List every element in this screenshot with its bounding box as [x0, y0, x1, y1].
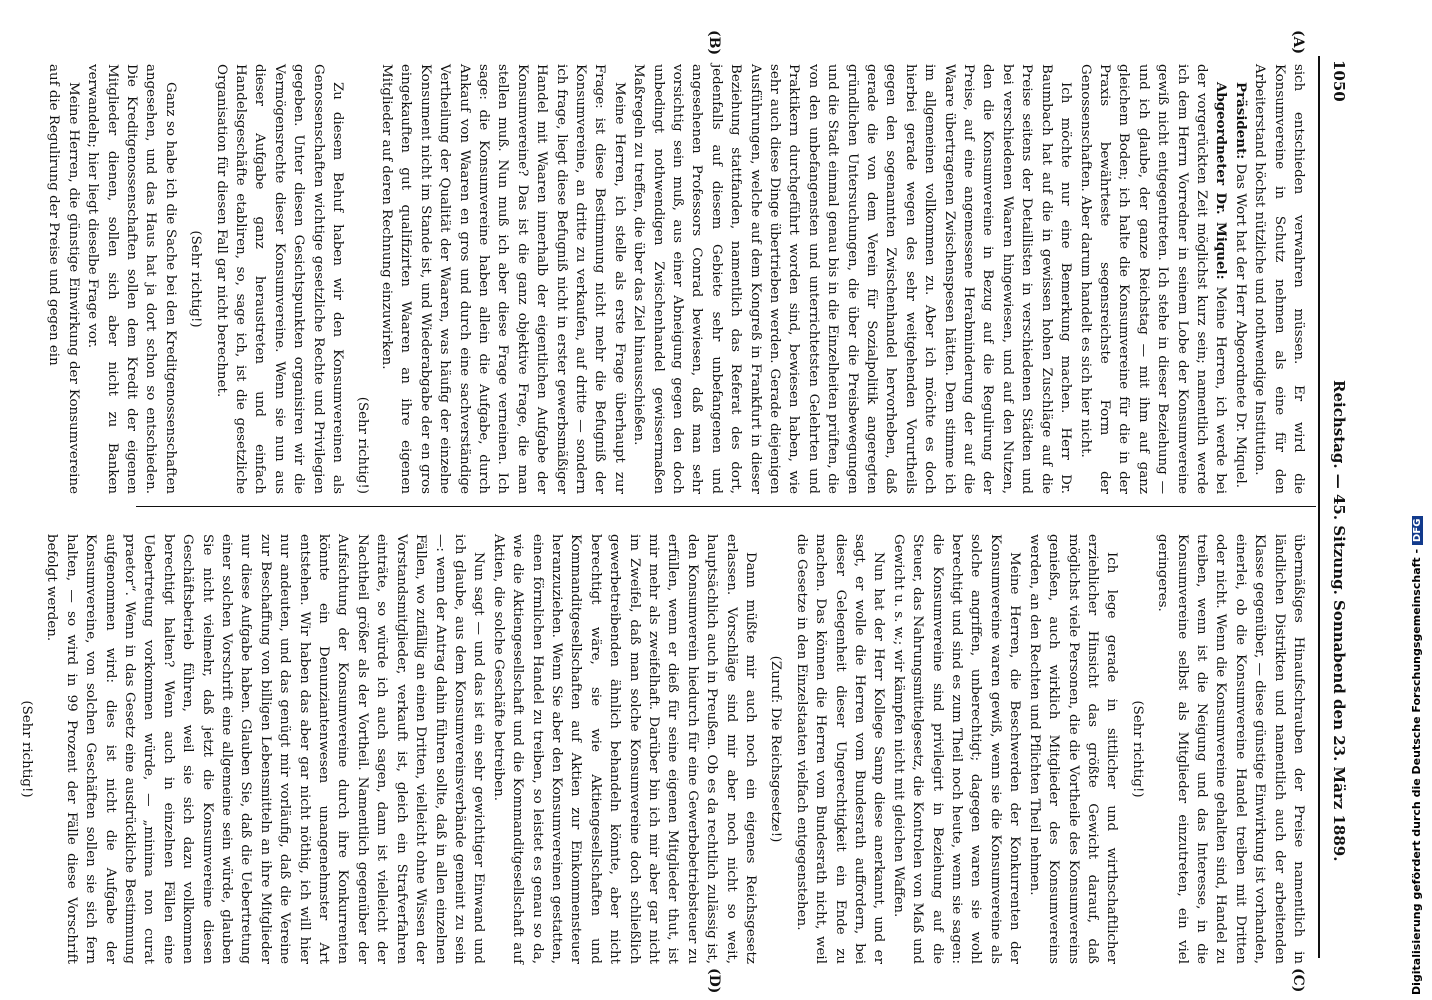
paragraph-text: Das Wort hat der Herr Abgeordnete Dr. Miquel.	[1232, 163, 1248, 489]
speaker-name: Abgeordneter Dr. Miquel:	[1213, 82, 1230, 280]
paragraph: Dann müßte mir auch noch ein eigenes Reichsgesetz erlassen. Vorschläge sind mir aber noch nicht so weit, hauptsächlich auch in Preußen. Ob es da rechtlich zulässig ist, den Konsumverein hiedurch für eine Gewerbebetriebsteuer zu erfüllen, wenn er dieß für seine eigenen Mitglieder thut, ist mir mehr als zweifelhaft. Darüber bin ich mir aber gar nicht im Zweifel, daß man solche Konsumvereine doch schließlich gewerbetreibenden ähnlich behandeln könnte, aber nicht berechtigt wäre, sie wie Aktiengesellschaften und Kommanditgesellschaften auf Aktien zur Einkommensteuer heranzuziehen. Wenn Sie aber den Konsumvereinen gestatten, einen förmlichen Handel zu treiben, so leistet es genau so da, wie die Aktiengesellschaft und die Kommanditgesellschaft auf Aktien, die solche Geschäfte betreiben.	[490, 534, 759, 964]
right-text-column	[19, 534, 1308, 964]
paragraph: Meine Herren, die Beschwerden der Konkurrenten der Konsumvereine waren gewiß, wenn sie die Konsumvereine als solche angriffen, unberechtigt; dagegen waren sie wohl berechtigt und sind es zum Theil noch heute, wenn sie sagen: die Konsumvereine sind privilegirt in Beziehung auf die Steuer, das Nahrungsmittelgesetz, die Kontrolen von Maß und Gewicht u. s. w.; wir kämpfen nicht mit gleichen Waffen.	[890, 534, 1023, 964]
page-number: 1050	[1330, 60, 1348, 102]
margin-letter-b: (B)	[706, 30, 722, 56]
paragraph: Nun hat der Herr Kollege Samp diese anerkannt, und er sagt, er wolle die Herren vom Bundesrath auffordern, bei dieser Gelegenheit dieser Ungerechtigkeit ein Ende zu machen. Das können die Herren vom Bundesrath nicht, weil die Gesetze in den Einzelstaaten vielfach entgegenstehen.	[793, 534, 887, 964]
digitization-credit	[1410, 516, 1423, 995]
credit-text: Digitalisierung gefördert durch die Deutsche Forschungsgemeinschaft -	[1410, 548, 1423, 995]
margin-letter-a: (A)	[1290, 30, 1306, 55]
audience-reaction: (Sehr richtig!)	[355, 396, 371, 494]
paragraph: Ich lege gerade in sittlicher und wirthschaftlicher erziehlicher Hinsicht das größte Gewicht darauf, daß möglichst viele Personen, die die Vortheile des Konsumvereins genießen, auch wirklich Mitglieder des Konsumvereins werden, an den Rechten und Pflichten Theil nehmen.	[1026, 534, 1120, 964]
column-divider	[136, 506, 1316, 507]
paragraph	[1075, 64, 1230, 494]
paragraph: Nun sagt — und das ist ein sehr gewichtiger Einwand und ich glaube, aus dem Konsumvereinsverbände gemeint zu sein —: wenn der Antrag dahin führen sollte, daß in allen einzelnen Fällen, wo zufällig an einen Dritten, vielleicht ohne Wissen der Vorstandsmitglieder, verkauft ist, gleich ein Strafverfahren einträte, so würde ich auch sagen, dann ist vielleicht der Nachtheil größer als der Vortheil. Namentlich gegenüber der Aufsichtung der Konsumvereine durch ihre Konkurrenten könnte ein Denunziantenwesen unangenehmster Art entstehen. Wir haben das aber gar nicht nöthig, ich will hier nur andeuten, und das genügt mir vorläufig, daß die Vereine zur Beschaffung von billigen Lebensmitteln an ihre Mitglieder nur diese Aufgabe haben. Glauben Sie, daß die Uebertretung einer solchen Vorschrift eine allgemeine sein würde, glauben Sie nicht vielmehr, daß jetzt die Konsumvereine diesen Geschäftsbetrieb führen, weil sie sich dazu vollkommen berechtigt halten? Wenn auch in einzelnen Fällen eine Uebertretung vorkommen würde, — „minima non curat praetor“. Wenn in das Gesetz eine ausdrückliche Bestimmung aufgenommen wird: dies ist nicht die Aufgabe der Konsumvereine, von solchen Geschäften sollen sie sich fern halten, — so wird in 99 Prozent der Fälle diese Vorschrift befolgt werden.	[44, 534, 487, 964]
audience-reaction: (Sehr richtig!)	[19, 700, 34, 798]
margin-letter-c: (C)	[1290, 968, 1306, 993]
paragraph: Zu diesem Behuf haben wir den Konsumvereinen als Genossenschaften wichtige gesetzliche Rechte und Privilegien gegeben. Unter diesen Gesichtspunkten organisiren wir die Vermögensrechte dieser Konsumvereine. Wenn sie nun aus dieser Aufgabe ganz heraustreten und einfach Handelsgeschäfte etabliren, so, sage ich, ist die gesetzliche Organisation für diesen Fall gar nicht berechnet.	[213, 64, 346, 494]
paragraph: Ich möchte nur eine Bemerkung machen. Herr Dr. Baumbach hat auf die in gewissen hohen Zuschläge auf die Preise seitens der Detaillisten in verschiedenen Städten und bei verschiedenen Waaren hingewiesen, und auf den Nutzen, den die Konsumvereine in Bezug auf die Regulirung der Preise, auf eine angemessene Herabminderung der auf die Waare übertragenen Zwischenspesen hätten. Dem stimme ich im allgemeinen vollkommen zu. Aber ich möchte es doch hierbei gerade wegen des sehr weitgehenden Vorurtheils gegen den sogenannten Zwischenhandel hervorheben, daß gerade die von dem Verein für Sozialpolitik angeregten gründlichen Untersuchungen, die über die Preisbewegungen und die Stadt einmal genau bis in die Einzelheiten prüften, die von den unbefangensten und unterrichtetsten Gelehrten und Praktikern durchgeführt worden sind, bewiesen haben, wie sehr auch diese Dinge übertrieben werden. Gerade diejenigen Ausführungen, welche auf dem Kongreß in Frankfurt in dieser Beziehung stattfanden, namentlich das Referat des dort, jedenfalls auf diesem Gebiete sehr unbefangenen und angesehenen Professors Conrad bewiesen, daß man sehr vorsichtig sein muß, aus einer Abneigung gegen den doch unbedingt nothwendigen Zwischenhandel gewissermaßen Maßregeln zu treffen, die über das Ziel hinausschießen.	[631, 64, 1074, 494]
dfg-logo: DFG	[1412, 516, 1423, 545]
paragraph: Meine Herren, ich stelle als erste Frage überhaupt zur Frage: ist diese Bestimmung nicht mehr die Befugniß der Konsumvereine, an dritte zu verkaufen, auf dritte — sondern ich frage, liegt diese Befugniß nicht in erster gewerbsmäßiger Handel mit Waaren innerhalb der eigentlichen Aufgabe der Konsumvereine? Das ist die ganz objektive Frage, die man stellen muß. Nun muß ich aber diese Frage verneinen. Ich sage: die Konsumvereine haben allein die Aufgabe, durch Ankauf von Waaren en gros und durch eine sachverständige Vertheilung der Qualität der Waaren, was häufig der einzelne Konsument nicht im Stande ist, und Wiederabgabe der en gros eingekauften gut qualifizirten Waaren an ihre eigenen Mitglieder auf deren Rechnung einzuwirken.	[378, 64, 627, 494]
audience-reaction: (Sehr richtig!)	[188, 230, 204, 328]
paragraph-text: Meine Herren, ich werde bei der vorgerückten Zeit möglichst kurz sein; namentlich werde ich dem Herrn Vorredner in seinem Lobe der Konsumvereine gewiß nicht entgegentreten. Ich stehe in dieser Beziehung — und ich glaube, der ganze Reichstag — mit ihm auf ganz gleichem Boden; ich halte die Konsumvereine für die in der Praxis bewährteste segensreichste Form der Genossenschaften. Aber darum handelt es sich hier nicht.	[1077, 64, 1229, 494]
speaker-name: Präsident:	[1232, 82, 1249, 160]
left-text-column	[46, 64, 1308, 494]
paragraph: Ganz so habe ich die Sache bei den Kreditgenossenschaften angesehen, und das Haus hat ja dort schon so entschieden. Die Kreditgenossenschaften sollen dem Kredit der eigenen Mitglieder dienen, sollen sich aber nicht zu Banken verwandeln; hier liegt dieselbe Frage vor.	[85, 64, 178, 494]
paragraph	[1230, 64, 1249, 494]
page-header-title: Reichstag. — 45. Sitzung. Sonnabend den 23. März 1889.	[1330, 380, 1348, 862]
margin-letter-d: (D)	[706, 968, 722, 994]
paragraph: sich entschieden verwahren müssen. Er wird die Konsumvereine in Schutz nehmen als eine für den Arbeiterstand höchst nützliche und nothwendige Institution.	[1252, 64, 1306, 494]
paragraph: Meine Herren, die günstige Einwirkung der Konsumvereine auf die Regulirung der Preise und gegen ein	[46, 64, 81, 494]
header-rule	[1318, 56, 1320, 958]
audience-reaction: (Sehr richtig!)	[1129, 700, 1145, 798]
paragraph: übermäßiges Hinaufschrauben der Preise namentlich in ländlichen Distrikten und namentlich auch der arbeitenden Klasse gegenüber, — diese günstige Einwirkung ist vorhanden, einerlei, ob die Konsumvereine Handel treiben mit Dritten oder nicht. Wenn die Konsumvereine gehalten sind, Handel zu treiben, wenn ist die Neigung und das Interesse, in die Konsumvereine selbst als Mitglieder einzutreten, ein viel geringeres.	[1155, 534, 1306, 964]
audience-reaction: (Zuruf: Die Reichsgesetze!)	[768, 655, 784, 843]
